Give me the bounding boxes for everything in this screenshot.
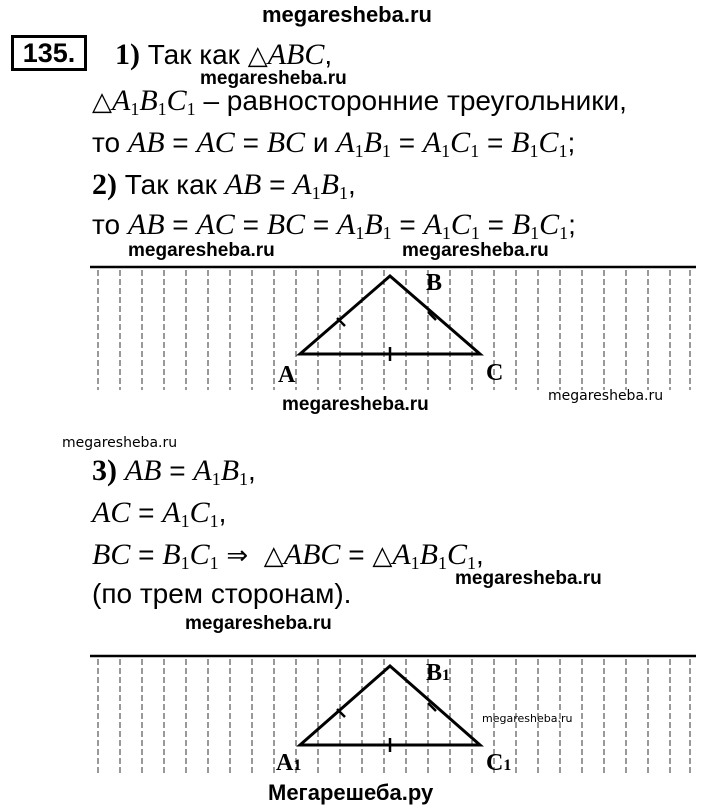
step1-line3: то AB = AC = BC и $A_1B_1 = A_1C_1 = B_1C_1$;	[92, 126, 576, 161]
watermark-bottom: Мегарешеба.ру	[268, 780, 434, 805]
problem-number: 135.	[11, 35, 87, 71]
triangle-abc-drawing	[90, 262, 696, 392]
step3-line2: AC = $A_1C_1$,	[92, 496, 227, 531]
triangle-figure-a1b1c1	[90, 652, 696, 778]
step2-to: то	[92, 209, 121, 240]
vertex-label-c: C	[486, 360, 504, 386]
step3-line3: BC = $B_1C_1$ ⇒ △ABC = $\triangle A_1B_1C_1$,	[92, 538, 484, 573]
step2-line2: то AB = AC = BC = $A_1B_1 = A_1C_1 = B_1C_1$;	[92, 208, 576, 243]
watermark: megaresheba.ru	[200, 68, 347, 89]
step3-line1: 3) AB = $A_1B_1$,	[92, 454, 256, 489]
vertex-label-b1-letter: B	[426, 660, 443, 686]
vertex-label-b1-sub: 1	[442, 667, 451, 684]
step1-marker: 1)	[115, 38, 140, 71]
step1-text: Так как	[147, 39, 240, 70]
watermark: megaresheba.ru	[402, 240, 549, 261]
step2-line1: 2) Так как AB = $A_1B_1$,	[92, 168, 356, 203]
watermark-top: megaresheba.ru	[262, 2, 432, 27]
watermark: megaresheba.ru	[128, 240, 275, 261]
watermark: megaresheba.ru	[62, 435, 178, 451]
triangle-a1b1c1-drawing	[90, 652, 696, 778]
watermark: megaresheba.ru	[282, 394, 429, 415]
vertex-label-a1-letter: A	[276, 750, 294, 776]
vertex-label-a1	[276, 750, 301, 776]
vertex-label-c1-sub: 1	[503, 757, 512, 774]
step3-reason: (по трем сторонам).	[92, 578, 352, 609]
watermark: megaresheba.ru	[548, 388, 664, 404]
step2-text: Так как	[124, 169, 217, 200]
vertex-label-a1-sub: 1	[293, 757, 302, 774]
step1-to: то	[92, 127, 121, 158]
step2-marker: 2)	[92, 168, 117, 201]
vertex-label-b1	[426, 660, 450, 686]
vertex-label-c1	[486, 750, 511, 776]
watermark: megaresheba.ru	[185, 613, 332, 634]
step3-line4	[92, 580, 351, 608]
watermark: megaresheba.ru	[482, 712, 573, 725]
vertex-label-c1-letter: C	[486, 750, 504, 776]
vertex-label-b: B	[426, 270, 443, 296]
step1-conclusion: – равносторонние треугольники,	[203, 85, 627, 116]
step1-line1: 1) Так как △ABC,	[115, 38, 333, 71]
step1-line2: $\triangle A_1B_1C_1$ – равносторонние треугольники,	[92, 84, 627, 119]
vertex-label-a: A	[278, 362, 296, 388]
watermark: megaresheba.ru	[455, 568, 602, 589]
triangle-figure-abc	[90, 262, 696, 392]
step3-marker: 3)	[92, 454, 117, 487]
step1-and: и	[312, 127, 329, 158]
